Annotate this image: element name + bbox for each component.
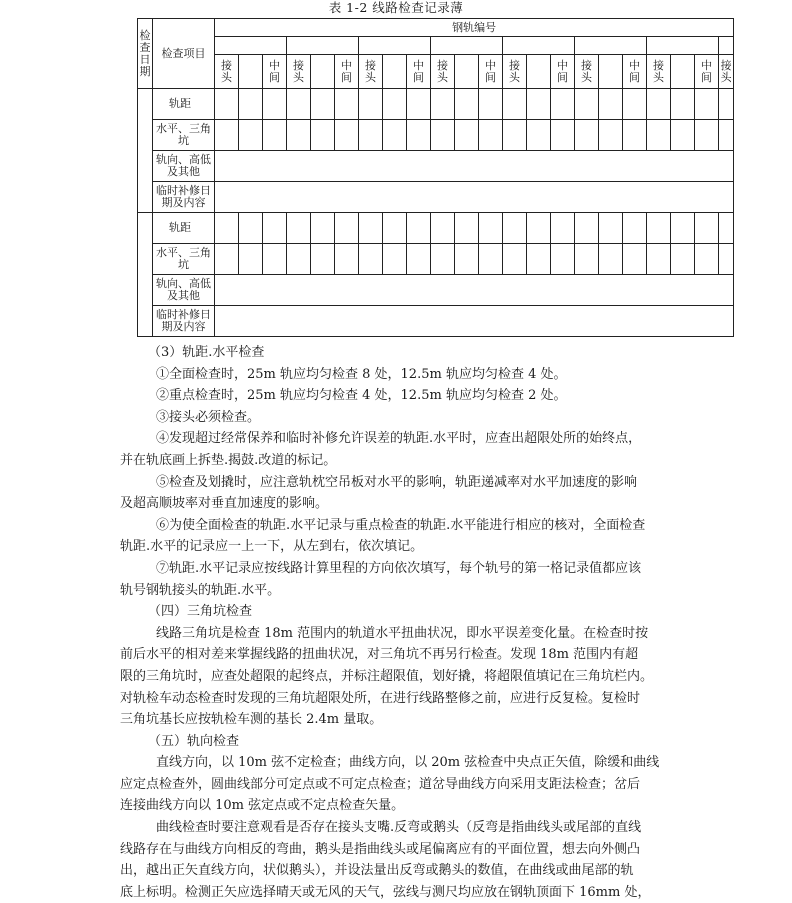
header-middle [263,55,287,89]
cell-text: 检查项目 [161,46,206,60]
record-cell [215,120,239,151]
rail-number-cell [719,37,734,55]
cell-text: 中 [269,58,280,72]
record-cell [695,213,719,244]
cell-text: 头 [221,70,232,84]
cell-text: 间 [341,70,352,84]
record-cell-wide [215,306,734,337]
record-cell [263,244,287,275]
cell-text: 期及内容 [161,320,206,333]
record-cell [287,213,311,244]
header-middle [407,55,431,89]
header-middle [695,55,719,89]
record-cell-wide [215,151,734,182]
cell-text: 期及内容 [161,196,206,209]
rail-number-cell [215,37,287,55]
record-cell [527,89,551,120]
record-cell [455,244,479,275]
record-cell [647,120,671,151]
record-cell [311,244,335,275]
record-cell [551,120,575,151]
record-cell [551,244,575,275]
cell-text: 头 [720,70,732,84]
record-cell [455,120,479,151]
text-line: 直线方向，以 10m 弦不定检查；曲线方向，以 20m 弦检查中央点正矢值，除缓和曲线 [156,755,660,771]
cell-text: 查 [139,40,151,54]
record-cell [551,213,575,244]
record-cell [719,213,734,244]
cell-text: 头 [437,70,448,84]
record-cell [527,120,551,151]
record-cell [263,120,287,151]
cell-text: 坑 [178,258,189,271]
record-cell [287,120,311,151]
header-blank [239,55,263,89]
row-label [153,244,215,275]
text-line: （五）轨向检查 [148,733,240,749]
cell-text: 间 [485,70,496,84]
cell-text: 头 [293,70,304,84]
cell-text: 中 [557,58,568,72]
record-cell [215,89,239,120]
cell-text: 接 [720,58,732,72]
record-cell [599,120,623,151]
cell-text: 中 [701,58,712,72]
record-cell [503,244,527,275]
cell-text: 及其他 [167,165,200,178]
record-cell [647,213,671,244]
record-cell [407,120,431,151]
body-text [120,342,680,903]
text-line: ①全面检查时，25m 轨应均匀检查 8 处，12.5m 轨应均匀检查 4 处。 [156,366,567,382]
text-line: ⑦轨距.水平记录应按线路计算里程的方向依次填写，每个轨号的第一格记录值都应该 [156,560,642,576]
text-line: 及超高顺坡率对垂直加速度的影响。 [120,496,329,512]
text-line: ⑥为使全面检查的轨距.水平记录与重点检查的轨距.水平能进行相应的核对，全面检查 [156,517,646,533]
cell-text: 轨向、高低 [156,153,211,166]
row-label [153,182,215,213]
header-blank [311,55,335,89]
record-cell [431,213,455,244]
cell-text: 轨距 [169,221,191,234]
record-cell [623,213,647,244]
cell-text: 及其他 [167,289,200,302]
record-cell [599,213,623,244]
record-cell [263,89,287,120]
text-line: 出，越出正矢直线方向，状似鹅头），并设法量出反弯或鹅头的数值，在曲线或曲尾部的轨 [120,863,634,879]
cell-text: 头 [581,70,592,84]
header-middle [551,55,575,89]
cell-text: 日 [139,52,151,66]
record-cell [383,213,407,244]
text-line: 前后水平的相对差来掌握线路的扭曲状况，对三角坑不再另行检查。发现 18m 范围内有超 [120,647,639,663]
record-cell [719,120,734,151]
cell-text: 中 [413,58,424,72]
rail-number-cell [575,37,647,55]
record-cell [647,89,671,120]
rail-number-cell [647,37,719,55]
record-cell [335,120,359,151]
record-cell [311,89,335,120]
text-line: ⑤检查及划撬时，应注意轨枕空吊板对水平的影响，轨距递减率对水平加速度的影响 [156,474,638,490]
record-cell [575,120,599,151]
header-joint [503,55,527,89]
record-cell [455,89,479,120]
cell-text: 间 [413,70,424,84]
record-cell [335,213,359,244]
record-cell [335,244,359,275]
text-line: 曲线检查时要注意观看是否存在接头支嘴.反弯或鹅头（反弯是指曲线头或尾部的直线 [156,820,642,836]
text-line: （3）轨距.水平检查 [148,345,265,360]
text-line: ④发现超过经常保养和临时补修允许误差的轨距.水平时，应查出超限处所的始终点， [156,431,642,447]
text-line: 线路存在与曲线方向相反的弯曲，鹅头是指曲线头或尾偏离应有的平面位置，想去向外侧凸 [120,841,641,857]
header-blank [599,55,623,89]
record-cell [479,120,503,151]
rail-number-cell [503,37,575,55]
record-cell [359,89,383,120]
record-cell [695,89,719,120]
text-line: 轨距.水平的记录应一上一下，从左到右，依次填记。 [120,539,424,555]
record-cell-wide [215,275,734,306]
cell-text: 轨向、高低 [156,277,211,290]
cell-text: 接 [509,58,520,72]
cell-text: 中 [485,58,496,72]
text-line: 应定点检查外，圆曲线部分可定点或不可定点检查；道岔导曲线方向采用支距法检查；岔后 [120,776,641,792]
cell-text: 接 [221,58,232,72]
record-cell [383,120,407,151]
record-cell [359,120,383,151]
cell-text: 间 [557,70,568,84]
record-cell [671,120,695,151]
record-cell [575,244,599,275]
record-cell [431,244,455,275]
cell-text: 头 [509,70,520,84]
record-cell [623,89,647,120]
record-cell [671,244,695,275]
record-cell [503,213,527,244]
row-label [153,120,215,151]
cell-text: 水平、三角 [156,246,211,259]
text-line: （四）三角坑检查 [148,604,253,620]
cell-text: 接 [437,58,448,72]
record-cell [455,213,479,244]
record-cell [575,213,599,244]
date-cell [138,89,153,213]
record-cell [623,244,647,275]
record-cell [479,244,503,275]
record-cell [263,213,287,244]
record-cell [431,120,455,151]
record-cell [239,244,263,275]
record-cell [383,244,407,275]
cell-text: 期 [139,64,151,78]
cell-text: 头 [653,70,664,84]
header-blank [527,55,551,89]
cell-text: 中 [629,58,640,72]
cell-text: 水平、三角 [156,122,211,135]
record-cell [311,120,335,151]
cell-text: 轨距 [169,97,191,110]
cell-text: 临时补修日 [156,308,211,321]
record-cell [719,244,734,275]
row-label [153,306,215,337]
record-cell [671,213,695,244]
header-blank [455,55,479,89]
cell-text: 间 [269,70,280,84]
row-label [153,213,215,244]
cell-text: 头 [365,70,376,84]
header-middle [623,55,647,89]
record-cell [359,213,383,244]
table-caption: 表 1-2 线路检查记录薄 [328,0,464,15]
record-cell [335,89,359,120]
record-cell [527,213,551,244]
header-joint [575,55,599,89]
record-cell [503,89,527,120]
record-cell [527,244,551,275]
header-joint [431,55,455,89]
text-line: 轨号钢轨接头的轨距.水平。 [120,582,281,598]
row-label [153,89,215,120]
text-line: ③接头必须检查。 [156,409,261,425]
record-cell [647,244,671,275]
rail-number-cell [287,37,359,55]
text-line: 三角坑基长应按轨检车测的基长 2.4m 量取。 [120,712,383,728]
header-blank [383,55,407,89]
cell-text: 接 [365,58,376,72]
header-inspection-date [138,19,153,89]
text-line: 限的三角坑时，应查处超限的起终点，并标注超限值，划好撬，将超限值填记在三角坑栏内。 [120,668,654,684]
record-cell [719,89,734,120]
record-cell [359,244,383,275]
record-cell [599,89,623,120]
header-blank [671,55,695,89]
record-cell [287,89,311,120]
record-cell [407,244,431,275]
text-line: 线路三角坑是检查 18m 范围内的轨道水平扭曲状况，即水平误差变化量。在检查时按 [156,625,649,641]
record-cell [671,89,695,120]
text-line: 对轨检车动态检查时发现的三角坑超限处所，在进行线路整修之前，应进行反复检。复检时 [120,690,641,706]
text-line: ②重点检查时，25m 轨应均匀检查 4 处，12.5m 轨应均匀检查 2 处。 [156,388,567,404]
cell-text: 接 [581,58,592,72]
record-cell [383,89,407,120]
record-cell [479,89,503,120]
row-label [153,275,215,306]
record-cell [623,120,647,151]
text-line: 连接曲线方向以 10m 弦定点或不定点检查矢量。 [120,798,405,814]
date-cell [138,213,153,337]
record-cell-wide [215,182,734,213]
rail-number-cell [431,37,503,55]
record-cell [239,120,263,151]
rail-number-cell [359,37,431,55]
cell-text: 中 [341,58,352,72]
cell-text: 接 [293,58,304,72]
header-rail-number [215,19,734,37]
header-middle [335,55,359,89]
record-cell [551,89,575,120]
record-cell [215,244,239,275]
text-line: 底上标明。检测正矢应选择晴天或无风的天气，弦线与测尺均应放在钢轨顶面下 16mm 处， [120,884,651,900]
record-cell [215,213,239,244]
inspection-record-table [137,18,734,337]
record-cell [479,213,503,244]
cell-text: 临时补修日 [156,184,211,197]
record-cell [695,120,719,151]
record-cell [431,89,455,120]
header-middle [479,55,503,89]
cell-text: 钢轨编号 [452,20,497,34]
record-cell [239,89,263,120]
record-cell [599,244,623,275]
cell-text: 间 [701,70,712,84]
record-cell [695,244,719,275]
cell-text: 坑 [178,134,189,147]
header-joint [215,55,239,89]
cell-text: 间 [629,70,640,84]
record-cell [287,244,311,275]
record-cell [407,89,431,120]
record-cell [239,213,263,244]
record-cell [503,120,527,151]
header-joint [287,55,311,89]
cell-text: 接 [653,58,664,72]
header-joint [719,55,734,89]
cell-text: 检 [139,28,151,42]
record-cell [311,213,335,244]
text-line: 并在轨底画上拆垫.揭鼓.改道的标记。 [120,452,337,468]
record-cell [575,89,599,120]
record-cell [407,213,431,244]
row-label [153,151,215,182]
header-joint [359,55,383,89]
header-inspection-item [153,19,215,89]
header-joint [647,55,671,89]
